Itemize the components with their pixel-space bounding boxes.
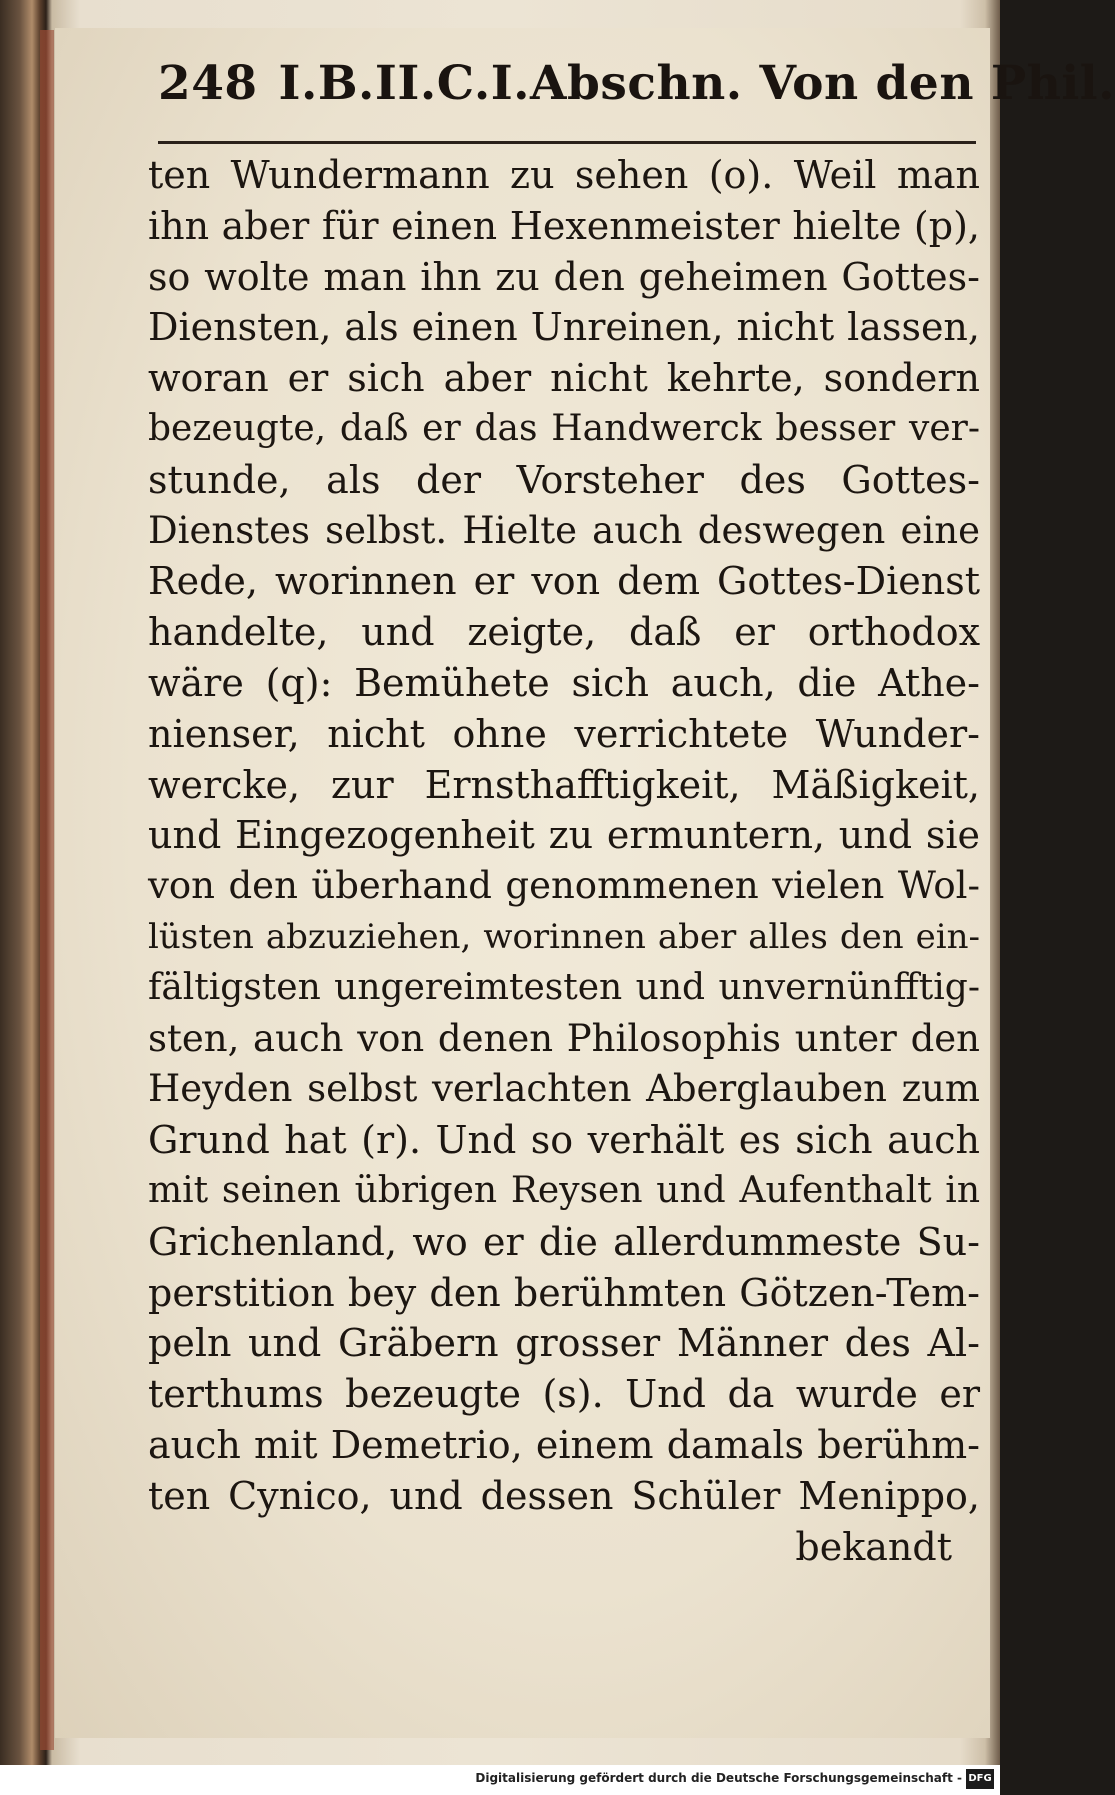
text-line: so wolte man ihn zu den geheimen Gottes- (148, 254, 980, 299)
text-line: von den überhand genommenen vielen Wol- (148, 864, 980, 908)
page-edge (40, 30, 54, 1750)
text-line: stunde, als der Vorsteher des Gottes- (148, 457, 980, 502)
text-line: ten Cynico, und dessen Schüler Menippo, (148, 1473, 980, 1518)
text-line: mit seinen übrigen Reysen und Aufenthalt in (148, 1169, 980, 1211)
footer-bar (0, 1765, 1000, 1795)
text-line: wäre (q): Bemühete sich auch, die Athe- (148, 660, 980, 705)
dfg-logo: DFG (966, 1769, 994, 1789)
text-line: fältigsten ungereimtesten und unvernünfftig- (148, 966, 980, 1008)
text-line: peln und Gräbern grosser Männer des Al- (148, 1321, 980, 1366)
text-line: Grichenland, wo er die allerdummeste Su- (148, 1219, 980, 1264)
text-line: auch mit Demetrio, einem damals berühm- (148, 1422, 980, 1467)
text-line: Heyden selbst verlachten Aberglauben zum (148, 1067, 980, 1111)
text-line: ihn aber für einen Hexenmeister hielte (p), (148, 203, 980, 248)
footer-credit: Digitalisierung gefördert durch die Deutsche Forschungsgemeinschaft - (475, 1771, 962, 1785)
text-line: ten Wundermann zu sehen (o). Weil man (148, 153, 980, 197)
text-line: Rede, worinnen er von dem Gottes-Dienst (148, 559, 980, 604)
text-line: sten, auch von denen Philosophis unter den (148, 1016, 980, 1060)
text-line: lüsten abzuziehen, worinnen aber alles den ein- (148, 916, 980, 957)
body-text (148, 150, 980, 1610)
text-line: handelte, und zeigte, daß er orthodox (148, 610, 980, 655)
text-line: terthums bezeugte (s). Und da wurde er (148, 1372, 980, 1417)
page-number: 248 (158, 56, 258, 111)
header-rule (158, 141, 976, 144)
text-line: woran er sich aber nicht kehrte, sondern (148, 356, 980, 401)
text-line: wercke, zur Ernsthafftigkeit, Mäßigkeit, (148, 762, 980, 807)
page-header (158, 56, 1115, 132)
text-line: nienser, nicht ohne verrichtete Wunder- (148, 711, 980, 756)
text-line: Dienstes selbst. Hielte auch deswegen eine (148, 508, 980, 552)
text-line: Diensten, als einen Unreinen, nicht lassen, (148, 305, 980, 350)
running-title: I.B.II.C.I.Abschn. Von den Phil. (278, 56, 1115, 111)
text-line: bezeugte, daß er das Handwerck besser ver- (148, 407, 980, 449)
text-line: perstition bey den berühmten Götzen-Tem- (148, 1270, 980, 1315)
text-line: bekandt (795, 1524, 952, 1569)
text-line: Grund hat (r). Und so verhält es sich auch (148, 1118, 980, 1163)
text-line: und Eingezogenheit zu ermuntern, und sie (148, 813, 980, 858)
